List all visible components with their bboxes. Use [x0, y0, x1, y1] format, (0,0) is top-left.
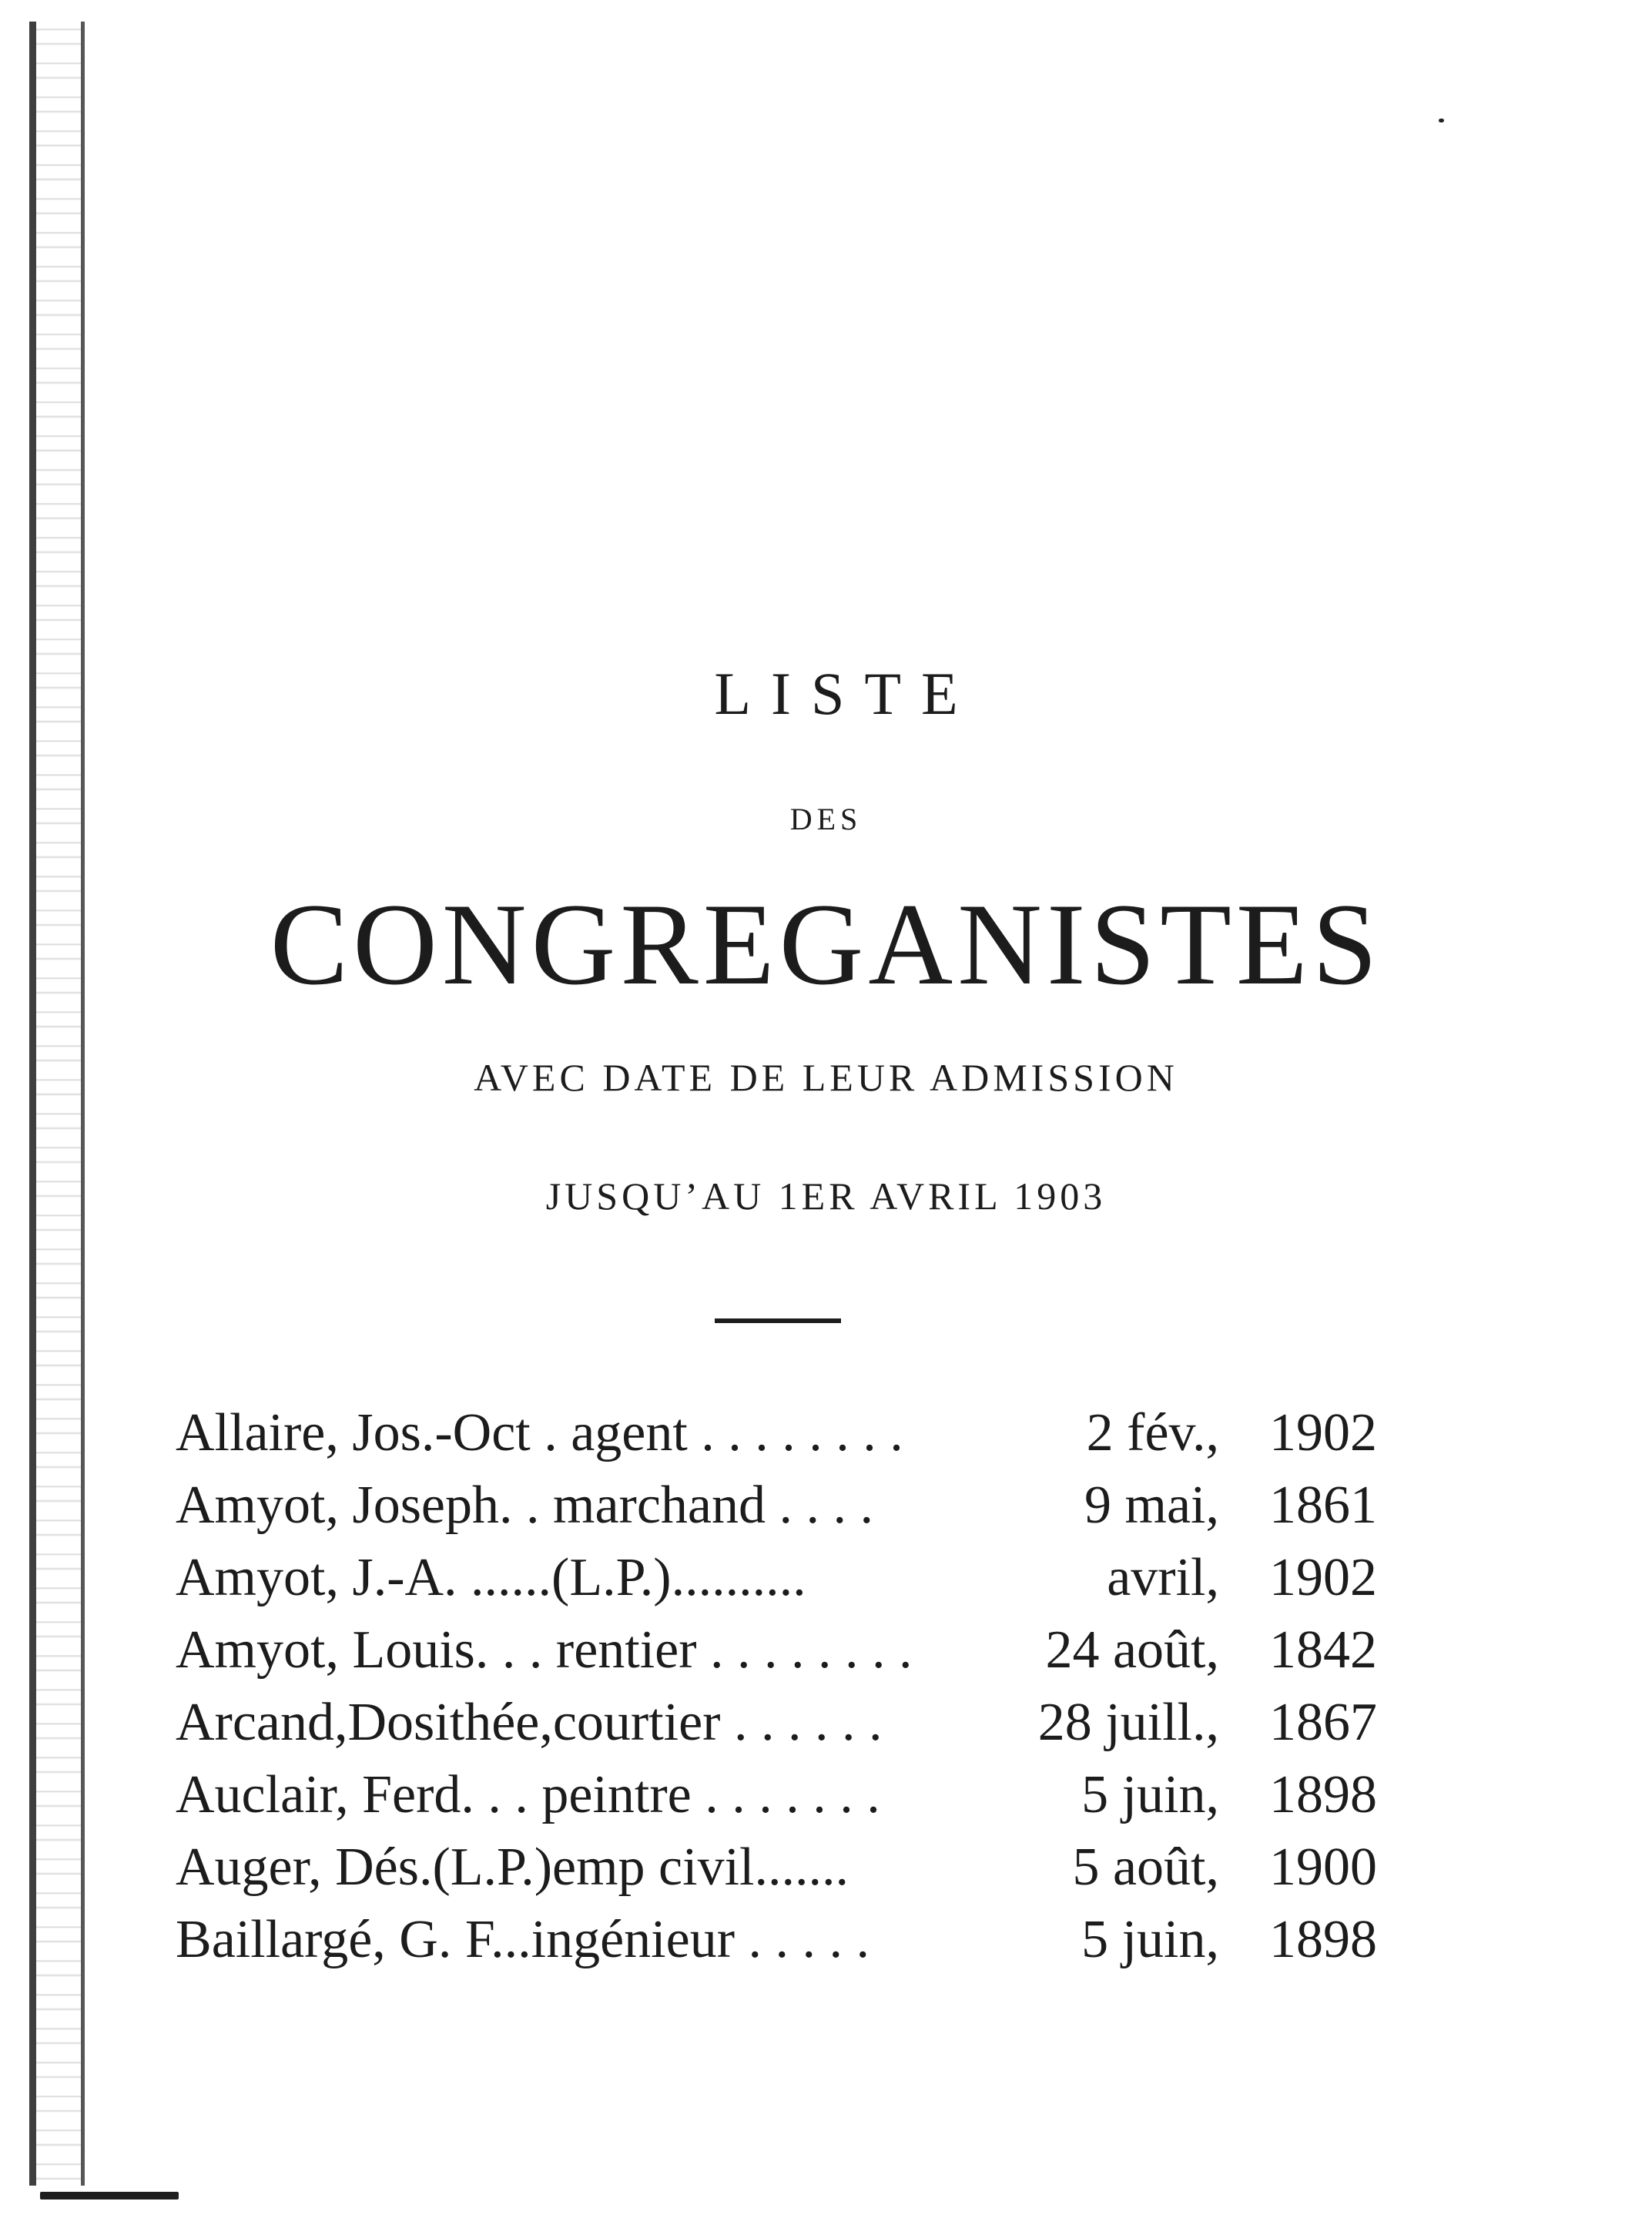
list-item: [176, 1687, 1377, 1759]
entry-year: 1898: [1269, 1765, 1377, 1824]
heading-date-range: JUSQU’AU 1ER AVRIL 1903: [545, 1174, 1107, 1218]
heading-liste: LISTE: [714, 660, 978, 727]
entry-name: Baillargé, G. F...ingénieur . . . . .: [176, 1910, 870, 1969]
entry-name: Amyot, J.-A. ......(L.P.)..........: [176, 1548, 806, 1607]
list-item: [176, 1831, 1377, 1904]
entry-name: Auger, Dés.(L.P.)emp civil.......: [176, 1838, 849, 1897]
divider-rule: [715, 1318, 841, 1323]
entry-year: 1902: [1269, 1403, 1377, 1462]
entry-name: Amyot, Louis. . . rentier . . . . . . . .: [176, 1620, 913, 1680]
entry-date: 9 mai,: [1084, 1476, 1219, 1535]
entry-name: Arcand,Dosithée,courtier . . . . . .: [176, 1693, 883, 1752]
entry-date: 5 juin,: [1081, 1765, 1219, 1824]
list-item: [176, 1469, 1377, 1542]
page-title: CONGREGANISTES: [270, 879, 1382, 1009]
entry-year: 1900: [1269, 1838, 1377, 1897]
list-item: [176, 1759, 1377, 1831]
heading-des: DES: [789, 802, 863, 836]
list-item: [176, 1542, 1377, 1614]
entry-date: 5 août,: [1072, 1838, 1219, 1897]
ink-speck: [1439, 119, 1444, 122]
entry-date: avril,: [1107, 1548, 1219, 1607]
entry-date: 24 août,: [1045, 1620, 1219, 1680]
member-list: [176, 1397, 1377, 1976]
entry-date: 28 juill.,: [1037, 1693, 1219, 1752]
heading-subtitle: AVEC DATE DE LEUR ADMISSION: [474, 1056, 1178, 1099]
entry-name: Amyot, Joseph. . marchand . . . .: [176, 1476, 873, 1535]
entry-date: 2 fév.,: [1086, 1403, 1219, 1462]
entry-year: 1842: [1269, 1620, 1377, 1680]
entry-year: 1867: [1269, 1693, 1377, 1752]
list-item: [176, 1614, 1377, 1687]
entry-date: 5 juin,: [1081, 1910, 1219, 1969]
binding-foot: [40, 2192, 179, 2200]
entry-year: 1898: [1269, 1910, 1377, 1969]
entry-name: Auclair, Ferd. . . peintre . . . . . . .: [176, 1765, 880, 1824]
list-item: [176, 1397, 1377, 1469]
entry-year: 1861: [1269, 1476, 1377, 1535]
binding-edge: [29, 22, 85, 2186]
entry-name: Allaire, Jos.-Oct . agent . . . . . . . .: [176, 1403, 903, 1462]
entry-year: 1902: [1269, 1548, 1377, 1607]
list-item: [176, 1904, 1377, 1976]
